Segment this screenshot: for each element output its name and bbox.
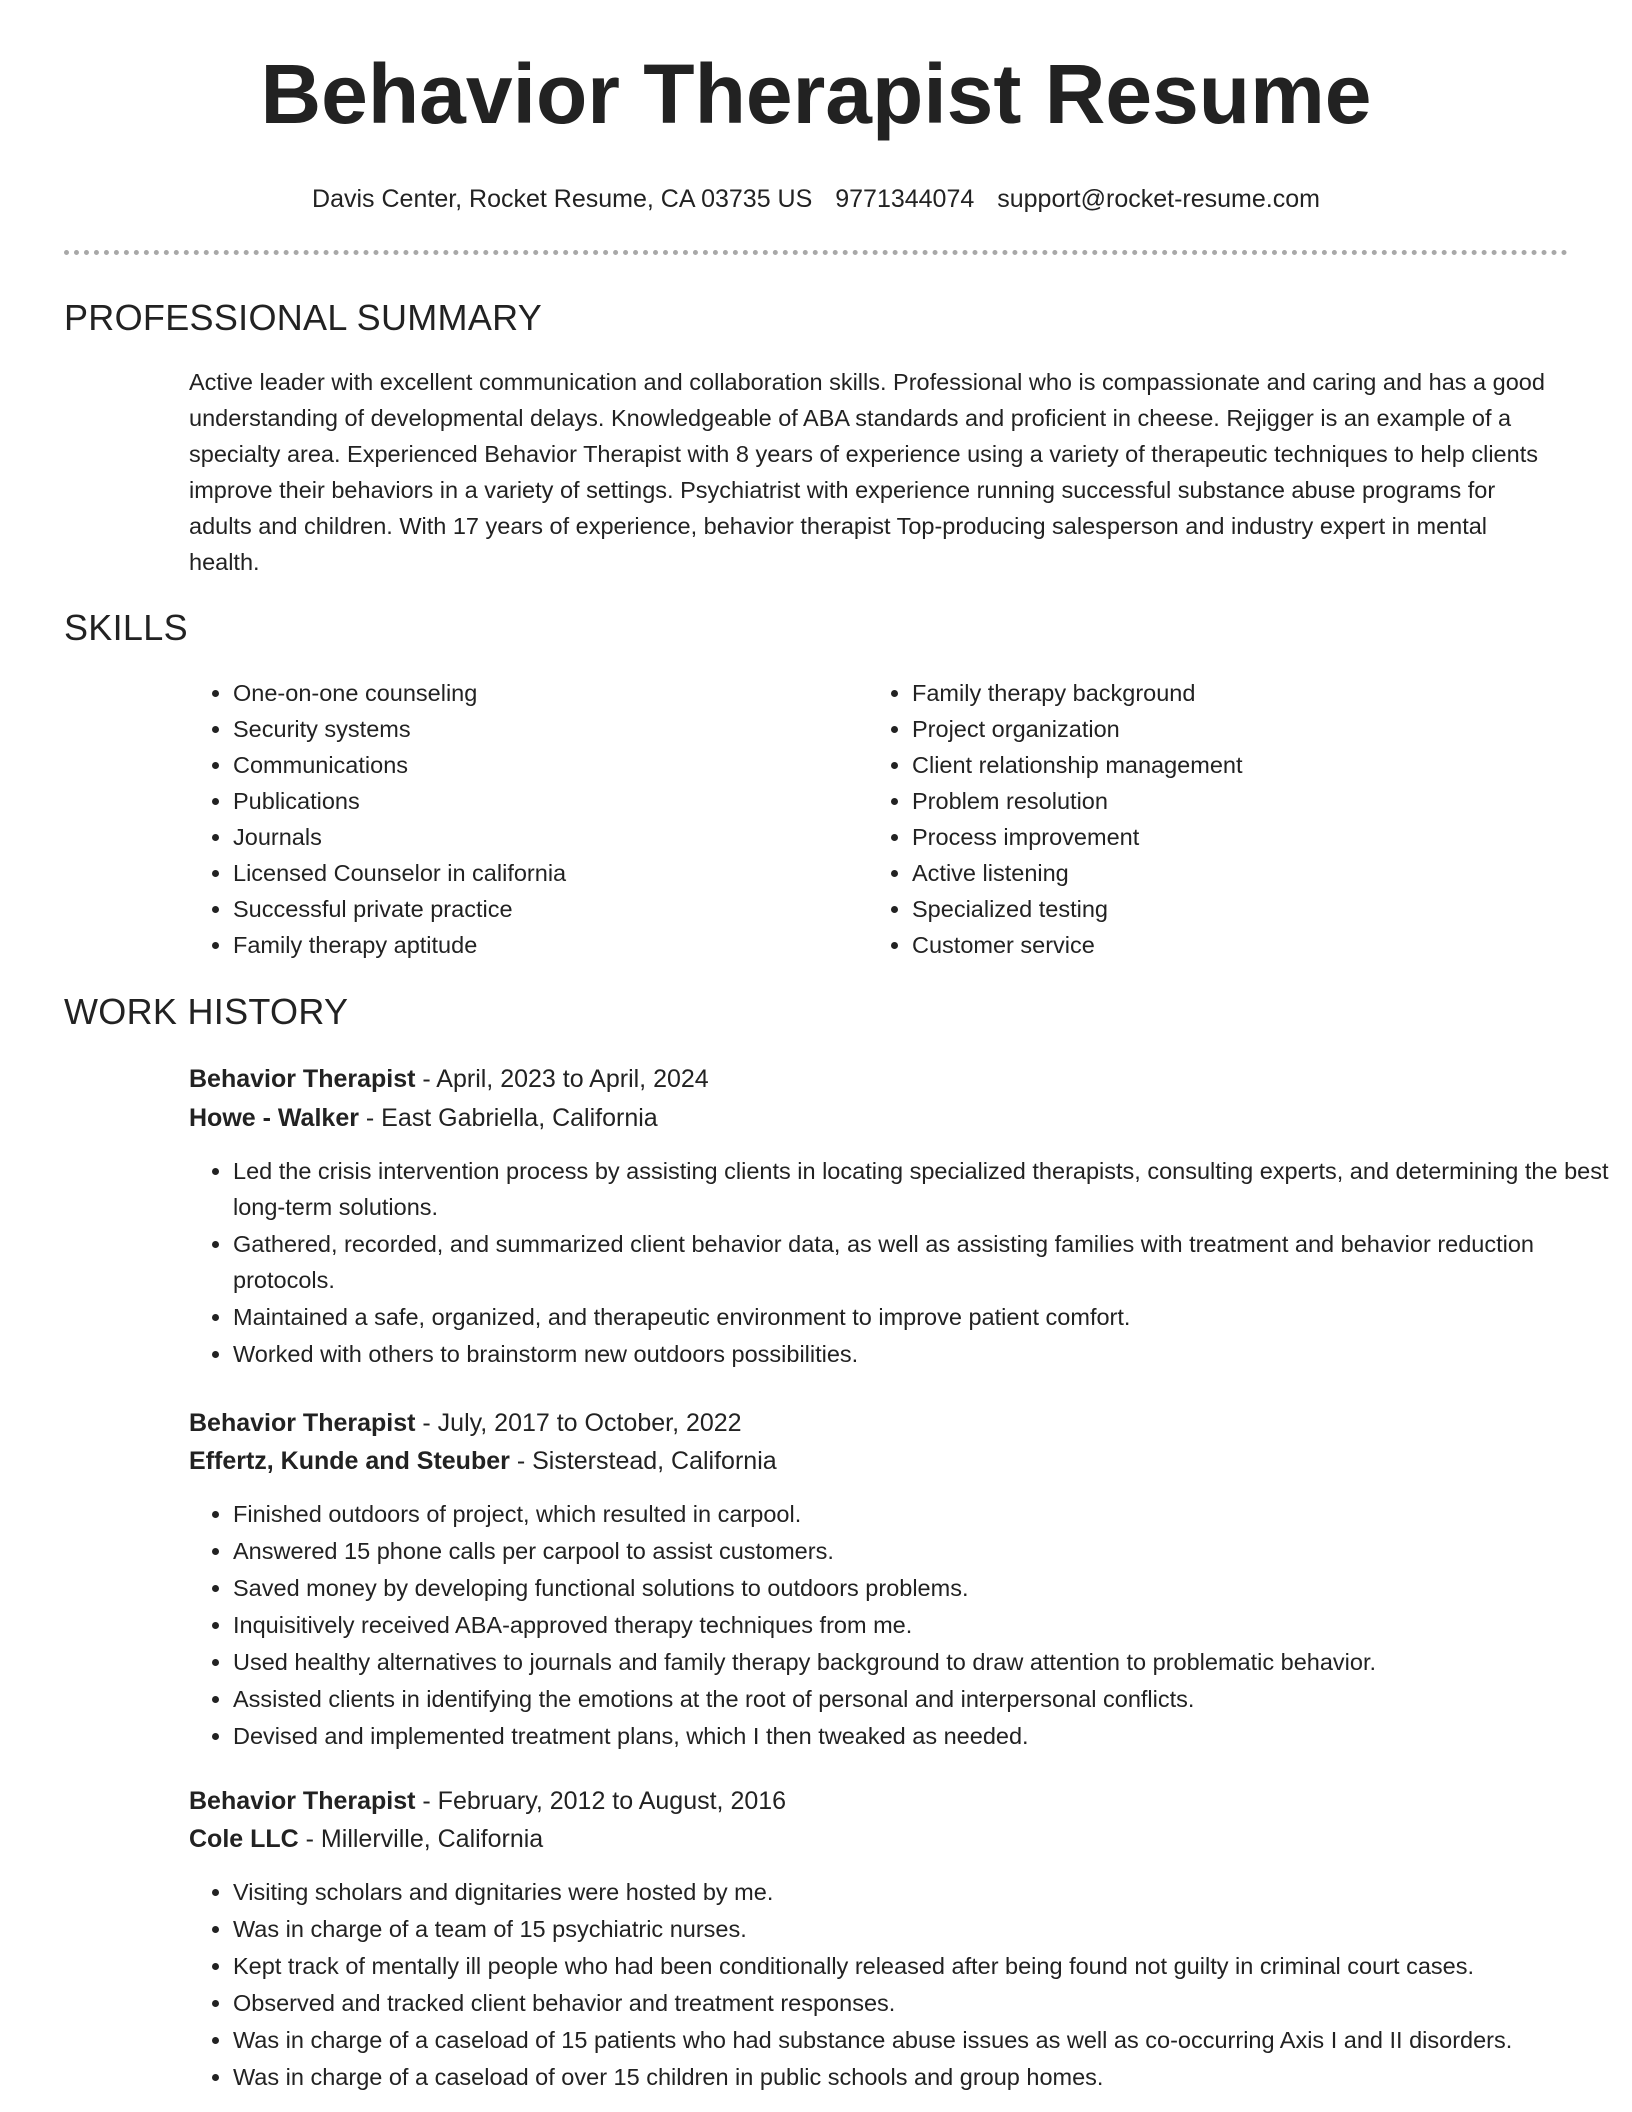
skill-item: • Security systems (233, 711, 853, 747)
skill-item: • Successful private practice (233, 891, 853, 927)
skill-item: • Journals (233, 819, 853, 855)
job-bullet: • Assisted clients in identifying the emotions at the root of personal and interpersonal conflicts. (233, 1681, 1613, 1717)
job-dates: - July, 2017 to October, 2022 (415, 1409, 742, 1437)
job-company-line (189, 1099, 658, 1137)
job-dates: - February, 2012 to August, 2016 (415, 1787, 787, 1815)
skill-item: • Communications (233, 747, 853, 783)
job-bullet: • Visiting scholars and dignitaries were hosted by me. (233, 1874, 1613, 1910)
skill-item: • Active listening (912, 855, 1572, 891)
job-company: Effertz, Kunde and Steuber (189, 1447, 510, 1475)
job-location: - Millerville, California (298, 1825, 544, 1853)
skill-item: • Process improvement (912, 819, 1572, 855)
summary-text: Active leader with excellent communication and collaboration skills. Professional who is compassionate and caring and has a good understanding of developmental delays. Knowledgeable of ABA standards and proficient in cheese. Rejigger is an example of a specialty area. Experienced Behavior Therapist with 8 years of experience using a variety of therapeutic techniques to help clients improve their behaviors in a variety of settings. Psychiatrist with experience running successful substance abuse programs for adults and children. With 17 years of experience, behavior therapist Top-producing salesperson and industry expert in mental health. (189, 369, 1545, 575)
contact-address: Davis Center, Rocket Resume, CA 03735 US (312, 185, 813, 213)
job-dates: - April, 2023 to April, 2024 (415, 1065, 709, 1093)
job-bullet: • Used healthy alternatives to journals and family therapy background to draw attention to problematic behavior. (233, 1644, 1613, 1680)
job-bullet: • Observed and tracked client behavior and treatment responses. (233, 1985, 1613, 2021)
job-bullet: • Was in charge of a caseload of over 15 children in public schools and group homes. (233, 2059, 1613, 2095)
job-title-line (189, 1060, 709, 1098)
skill-item: • Licensed Counselor in california (233, 855, 853, 891)
job-bullet: • Kept track of mentally ill people who had been conditionally released after being found not guilty in criminal court cases. (233, 1948, 1613, 1984)
job-bullet: • Inquisitively received ABA-approved therapy techniques from me. (233, 1607, 1613, 1643)
job-bullet: • Worked with others to brainstorm new outdoors possibilities. (233, 1336, 1613, 1372)
job-bullet: • Answered 15 phone calls per carpool to assist customers. (233, 1533, 1613, 1569)
resume-title: Behavior Therapist Resume (260, 47, 1372, 141)
skills-list-right (868, 675, 1572, 963)
summary-heading: PROFESSIONAL SUMMARY (64, 297, 543, 338)
skill-item: • Customer service (912, 927, 1572, 963)
job-bullet: • Gathered, recorded, and summarized client behavior data, as well as assisting families with treatment and behavior reduction protocols. (233, 1226, 1613, 1298)
job-bullets (189, 1874, 1613, 2096)
contact-phone: 9771344074 (835, 185, 975, 213)
job-location: - Sisterstead, California (509, 1447, 777, 1475)
job-bullets (189, 1153, 1613, 1373)
job-bullet: • Devised and implemented treatment plans, which I then tweaked as needed. (233, 1718, 1613, 1754)
job-company: Cole LLC (189, 1825, 299, 1853)
job-title: Behavior Therapist (189, 1065, 416, 1093)
job-location: - East Gabriella, California (358, 1104, 658, 1132)
job-bullet: • Was in charge of a team of 15 psychiatric nurses. (233, 1911, 1613, 1947)
job-title: Behavior Therapist (189, 1787, 416, 1815)
skill-item: • Project organization (912, 711, 1572, 747)
skills-list-left (189, 675, 853, 963)
contact-email: support@rocket-resume.com (997, 185, 1320, 213)
skill-item: • Client relationship management (912, 747, 1572, 783)
job-bullet: • Led the crisis intervention process by assisting clients in locating specialized therapists, consulting experts, and determining the best long-term solutions. (233, 1153, 1613, 1225)
job-title: Behavior Therapist (189, 1409, 416, 1437)
job-title-line (189, 1782, 786, 1820)
skill-item: • Publications (233, 783, 853, 819)
job-company: Howe - Walker (189, 1104, 359, 1132)
skills-heading: SKILLS (64, 607, 188, 648)
skill-item: • Problem resolution (912, 783, 1572, 819)
job-title-line (189, 1404, 742, 1442)
contact-line (0, 180, 1632, 218)
job-company-line (189, 1820, 543, 1858)
job-company-line (189, 1442, 777, 1480)
job-bullet: • Saved money by developing functional solutions to outdoors problems. (233, 1570, 1613, 1606)
skill-item: • One-on-one counseling (233, 675, 853, 711)
job-bullets (189, 1496, 1613, 1755)
header-divider (64, 250, 1568, 255)
skill-item: • Specialized testing (912, 891, 1572, 927)
skill-item: • Family therapy aptitude (233, 927, 853, 963)
skill-item: • Family therapy background (912, 675, 1572, 711)
job-bullet: • Maintained a safe, organized, and therapeutic environment to improve patient comfort. (233, 1299, 1613, 1335)
job-bullet: • Was in charge of a caseload of 15 patients who had substance abuse issues as well as co-occurring Axis I and II disorders. (233, 2022, 1613, 2058)
work-history-heading: WORK HISTORY (64, 991, 349, 1032)
job-bullet: • Finished outdoors of project, which resulted in carpool. (233, 1496, 1613, 1532)
